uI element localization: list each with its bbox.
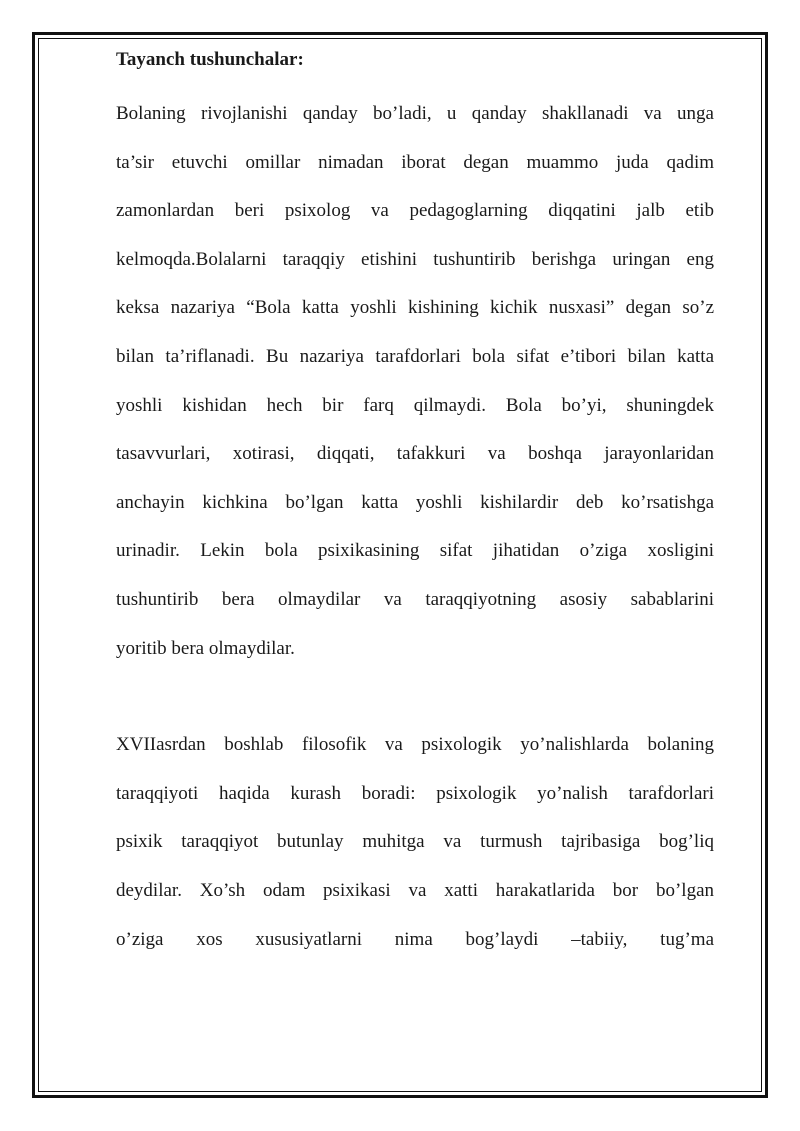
paragraph-2 <box>116 721 714 964</box>
paragraph-1 <box>116 90 714 673</box>
paragraph-gap <box>116 673 714 721</box>
text-line: taraqqiyoti haqida kurash boradi: psixologik yo’nalish tarafdorlari <box>116 782 714 804</box>
text-line: ta’sir etuvchi omillar nimadan iborat degan muammo juda qadim <box>116 151 714 173</box>
text-line: zamonlardan beri psixolog va pedagoglarning diqqatini jalb etib <box>116 200 714 222</box>
text-line: XVIIasrdan boshlab filosofik va psixologik yo’nalishlarda bolaning <box>116 734 714 756</box>
text-line: Bolaning rivojlanishi qanday bo’ladi, u qanday shakllanadi va unga <box>116 103 714 124</box>
text-line: tasavvurlari, xotirasi, diqqati, tafakkuri va boshqa jarayonlaridan <box>116 443 714 465</box>
text-line: deydilar. Xo’sh odam psixikasi va xatti harakatlarida bor bo’lgan <box>116 879 714 901</box>
document-heading: Tayanch tushunchalar: <box>116 49 304 70</box>
text-line: urinadir. Lekin bola psixikasining sifat jihatidan o’ziga xosligini <box>116 540 714 562</box>
text-line: yoritib bera olmaydilar. <box>116 637 295 659</box>
text-line: yoshli kishidan hech bir farq qilmaydi. Bola bo’yi, shuningdek <box>116 394 714 416</box>
text-line: keksa nazariya “Bola katta yoshli kishining kichik nusxasi” degan so’z <box>116 297 714 319</box>
text-line: kelmoqda.Bolalarni taraqqiy etishini tushuntirib berishga uringan eng <box>116 248 714 270</box>
text-line: tushuntirib bera olmaydilar va taraqqiyotning asosiy sabablarini <box>116 588 714 610</box>
text-line: o’ziga xos xususiyatlarni nima bog’laydi –tabiiy, tug’ma <box>116 928 714 950</box>
text-line: bilan ta’riflanadi. Bu nazariya tarafdorlari bola sifat e’tibori bilan katta <box>116 345 714 367</box>
text-line: psixik taraqqiyot butunlay muhitga va turmush tajribasiga bog’liq <box>116 831 714 853</box>
document-body <box>116 46 714 964</box>
text-line: anchayin kichkina bo’lgan katta yoshli kishilardir deb ko’rsatishga <box>116 491 714 513</box>
